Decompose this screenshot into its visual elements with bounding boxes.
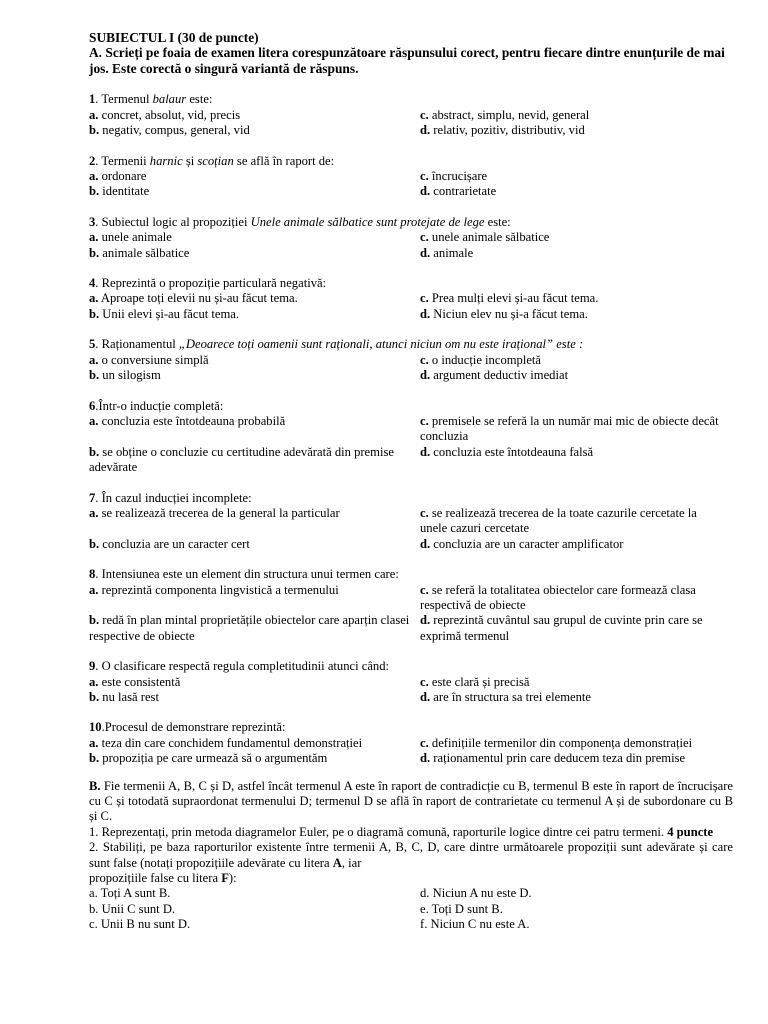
instructions: A. Scrieți pe foaia de examen litera corespunzătoare răspunsului corect, pentru fiecare dintre enunțurile de mai jos. Este corectă o singură variantă de răspuns. [89,45,725,77]
option-a: a. Aproape toți elevii nu și-au făcut tema. [89,291,298,306]
option-b: b. concluzia are un caracter cert [89,536,250,551]
option-c: c. abstract, simplu, nevid, general [420,107,590,122]
proposition: f. Niciun C nu este A. [420,917,530,932]
question-stem: 10.Procesul de demonstrare reprezintă: [89,720,286,735]
option-c: c. o inducție incompletă [420,352,542,367]
option-c: c. se referă la totalitatea obiectelor care formează clasa respectivă de obiecte [420,582,696,612]
option-d: d. concluzia are un caracter amplificator [420,536,624,551]
options-grid [89,230,733,261]
option-d: d. argument deductiv imediat [420,368,569,383]
option-a: a. este consistentă [89,674,181,689]
questions-list [89,92,733,766]
option-d: d. reprezintă cuvântul sau grupul de cuvinte prin care se exprimă termenul [420,613,703,643]
options-grid [89,506,733,552]
question-number: 6 [89,398,96,413]
question-number: 3 [89,214,96,229]
option-a: a. concluzia este întotdeauna probabilă [89,413,286,428]
option-b: b. se obține o concluzie cu certitudine adevărată din premise adevărate [89,444,394,475]
part-b-intro: B. Fie termenii A, B, C și D, astfel încât termenul A este în raport de contradicție cu B, termenul B este în raport de încrucișare cu C și totodată supraordonat termenului D; termenul D se află în raport de contrarietate cu termenul A și de subordonare cu B și C. [89,778,733,824]
question-number: 5 [89,337,96,352]
question-6 [89,399,733,476]
option-d: d. raționamentul prin care deducem teza din premise [420,751,686,766]
option-d: d. relativ, pozitiv, distributiv, vid [420,123,585,138]
question-stem: 6.Într-o inducție completă: [89,398,224,413]
question-number: 9 [89,659,96,674]
option-a: a. unele animale [89,230,172,245]
option-a: a. teza din care conchidem fundamentul demonstrației [89,735,363,750]
question-5 [89,337,733,383]
question-7 [89,491,733,553]
subject-title: SUBIECTUL I (30 de puncte) [89,30,259,45]
question-4 [89,276,733,322]
part-b-task-1: 1. Reprezentați, prin metoda diagramelor Euler, pe o diagramă comună, raporturile logice dintre cei patru termeni. 4 puncte [89,824,714,839]
option-b: b. Unii elevi și-au făcut tema. [89,306,240,321]
option-d: d. concluzia este întotdeauna falsă [420,444,594,459]
propositions-grid [89,886,733,932]
question-1 [89,92,733,138]
option-c: c. este clară și precisă [420,674,530,689]
option-d: d. are în structura sa trei elemente [420,690,591,704]
option-a: a. reprezintă componenta lingvistică a termenului [89,582,339,597]
option-a: a. ordonare [89,169,147,184]
task-1-points: 4 puncte [667,824,714,839]
proposition: d. Niciun A nu este D. [420,886,532,901]
option-d: d. contrarietate [420,184,497,199]
option-d: d. Niciun elev nu și-a făcut tema. [420,306,588,321]
option-b: b. nu lasă rest [89,690,159,704]
options-grid [89,108,733,139]
option-c: c. premisele se referă la un număr mai mic de obiecte decât concluzia [420,413,719,444]
proposition: c. Unii B nu sunt D. [89,917,191,932]
option-b: b. propoziția pe care urmează să o argumentăm [89,751,328,766]
question-stem: 9. O clasificare respectă regula completitudinii atunci când: [89,659,390,674]
part-b [89,779,733,933]
question-number: 10 [89,720,102,735]
options-grid [89,414,733,476]
option-a: a. o conversiune simplă [89,352,209,367]
question-stem: 8. Intensiunea este un element din structura unui termen care: [89,567,399,582]
option-d: d. animale [420,245,474,260]
part-b-label: B. [89,778,101,793]
option-a: a. se realizează trecerea de la general la particular [89,505,340,520]
option-c: c. Prea mulți elevi și-au făcut tema. [420,291,599,306]
question-number: 8 [89,567,96,582]
option-b: b. animale sălbatice [89,245,190,260]
option-b: b. negativ, compus, general, vid [89,123,250,138]
question-number: 2 [89,153,96,168]
option-b: b. identitate [89,184,150,199]
question-10 [89,720,733,766]
part-b-task-2: 2. Stabiliți, pe baza raporturilor existente între termenii A, B, C, D, care dintre următoarele propoziții sunt adevărate și care sunt false (notați propozițiile adevărate cu litera A, iar propozițiile false cu litera F): [89,840,733,886]
question-stem: 5. Raționamentul „Deoarece toți oamenii sunt raționali, atunci niciun om nu este irațional” este : [89,337,584,352]
option-b: b. un silogism [89,368,161,383]
question-8 [89,567,733,644]
options-grid [89,583,733,645]
question-stem: 1. Termenul balaur este: [89,92,213,107]
options-grid [89,353,733,384]
question-2 [89,154,733,200]
question-9 [89,659,733,705]
question-number: 4 [89,276,96,291]
option-a: a. concret, absolut, vid, precis [89,107,241,122]
option-c: c. definițiile termenilor din componența demonstrației [420,735,693,750]
question-stem: 3. Subiectul logic al propoziției Unele animale sălbatice sunt protejate de lege este: [89,214,511,229]
options-grid [89,291,733,322]
proposition: b. Unii C sunt D. [89,901,176,916]
option-b: b. redă în plan mintal proprietățile obiectelor care aparțin clasei respective de obiecte [89,613,410,643]
options-grid [89,169,733,200]
question-number: 7 [89,490,96,505]
proposition: a. Toți A sunt B. [89,886,171,901]
question-number: 1 [89,92,96,107]
exam-page [89,30,733,933]
question-3 [89,215,733,261]
option-c: c. unele animale sălbatice [420,230,550,245]
question-stem: 4. Reprezintă o propoziție particulară negativă: [89,276,327,291]
question-stem: 7. În cazul inducției incomplete: [89,490,252,505]
options-grid [89,736,733,767]
options-grid [89,675,733,706]
proposition: e. Toți D sunt B. [420,901,503,916]
question-stem: 2. Termenii harnic și scoțian se află în raport de: [89,153,335,168]
option-c: c. încrucișare [420,169,488,184]
option-c: c. se realizează trecerea de la toate cazurile cercetate la unele cazuri cercetate [420,505,697,536]
